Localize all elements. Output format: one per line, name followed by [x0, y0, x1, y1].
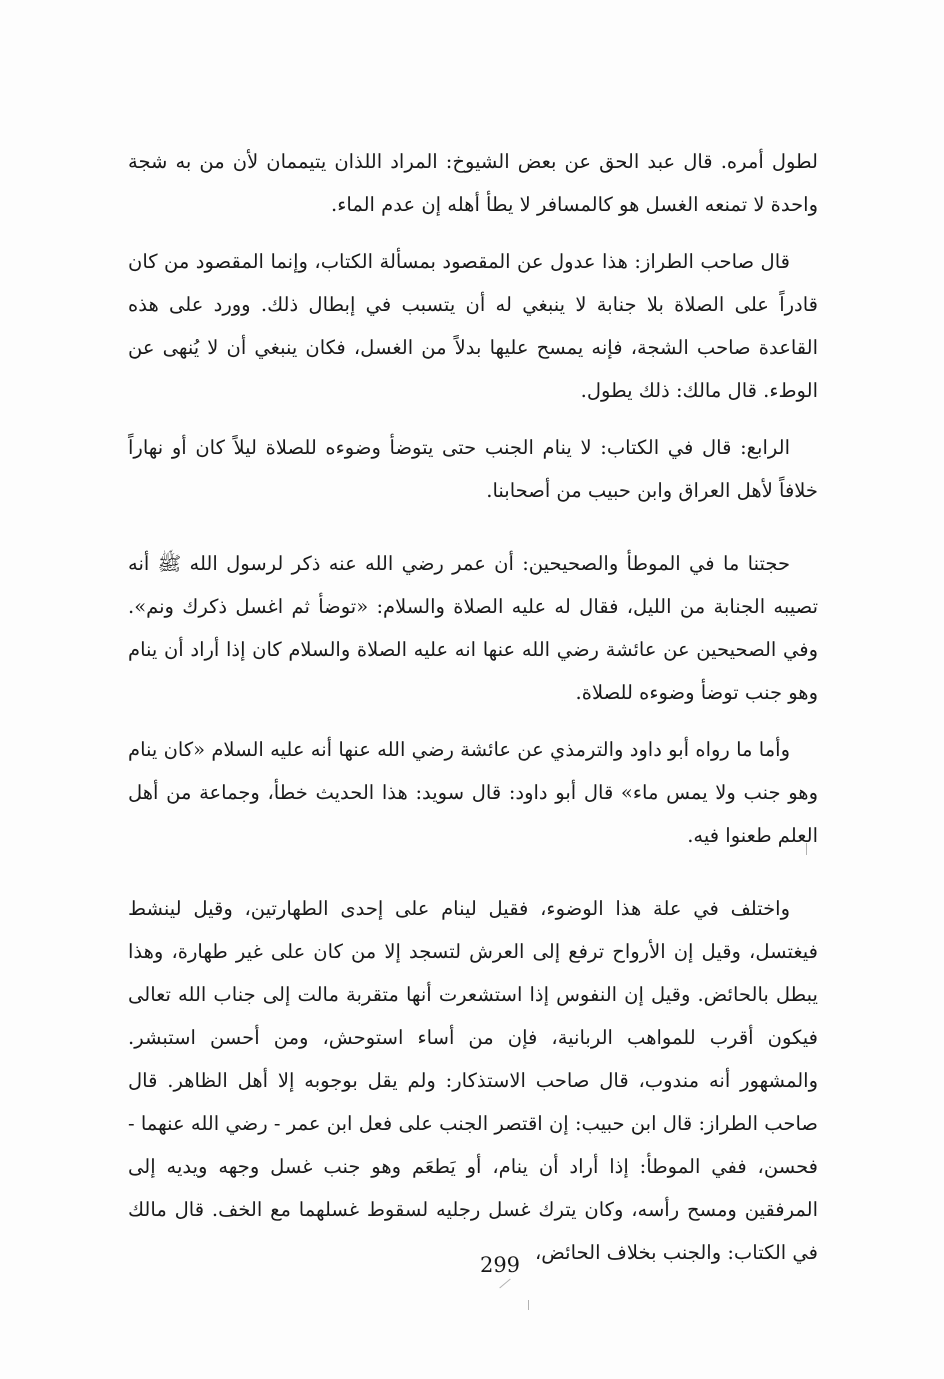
paragraph-6: واختلف في علة هذا الوضوء، فقيل لينام على إحدى الطهارتين، وقيل لينشط فيغتسل، وقيل إن الأرواح ترفع إلى العرش لتسجد إلا من كان على غير طهارة، وهذا يبطل بالحائض. وقيل إن النفوس إذا استشعرت أنها متقربة مالت إلى جناب الله تعالى فيكون أقرب للمواهب الربانية، فإن من أساء استوحش، ومن أحسن استبشر. والمشهور أنه مندوب، قال صاحب الاستذكار: ولم يقل بوجوبه إلا أهل الظاهر. قال صاحب الطراز: قال ابن حبيب: إن اقتصر الجنب على فعل ابن عمر - رضي الله عنهما - فحسن، ففي الموطأ: إذا أراد أن ينام، أو يَطعَم وهو جنب غسل وجهه ويديه إلى المرفقين ومسح رأسه، وكان يترك غسل رجليه لسقوط غسلهما مع الخف. قال مالك في الكتاب: والجنب بخلاف الحائض،: [128, 897, 818, 1264]
page-number: 299: [479, 1253, 521, 1277]
paragraph-5: وأما ما رواه أبو داود والترمذي عن عائشة رضي الله عنها أنه عليه السلام «كان ينام وهو جنب ولا يمس ماء» قال أبو داود: قال سويد: هذا الحديث خطأ، وجماعة من أهل العلم طعنوا فيه.: [128, 738, 818, 847]
paragraph-4: حجتنا ما في الموطأ والصحيحين: أن عمر رضي الله عنه ذكر لرسول الله ﷺ أنه تصيبه الجنابة من الليل، فقال له عليه الصلاة والسلام: «توضأ ثم اغسل ذكرك ونم». وفي الصحيحين عن عائشة رضي الله عنها انه عليه الصلاة والسلام كان إذا أراد أن ينام وهو جنب توضأ وضوءه للصلاة.: [128, 552, 818, 704]
paragraph-1: لطول أمره. قال عبد الحق عن بعض الشيوخ: المراد اللذان يتيممان لأن من به شجة واحدة لا تمنعه الغسل هو كالمسافر لا يطأ أهله إن عدم الماء.: [128, 150, 818, 216]
paragraph-2: قال صاحب الطراز: هذا عدول عن المقصود بمسألة الكتاب، وإنما المقصود من كان قادراً على الصلاة بلا جنابة لا ينبغي له أن يتسبب في إبطال ذلك. وورد على هذه القاعدة صاحب الشجة، فإنه يمسح عليها بدلاً من الغسل، فكان ينبغي أن لا يُنهى عن الوطء. قال مالك: ذلك يطول.: [128, 250, 818, 402]
page-body: [128, 140, 818, 1288]
scan-speck: [806, 843, 807, 855]
paragraph-3: الرابع: قال في الكتاب: لا ينام الجنب حتى يتوضأ وضوءه للصلاة ليلاً كان أو نهاراً خلافاً لأهل العراق وابن حبيب من أصحابنا.: [128, 436, 818, 502]
scan-speck: [528, 1300, 529, 1310]
